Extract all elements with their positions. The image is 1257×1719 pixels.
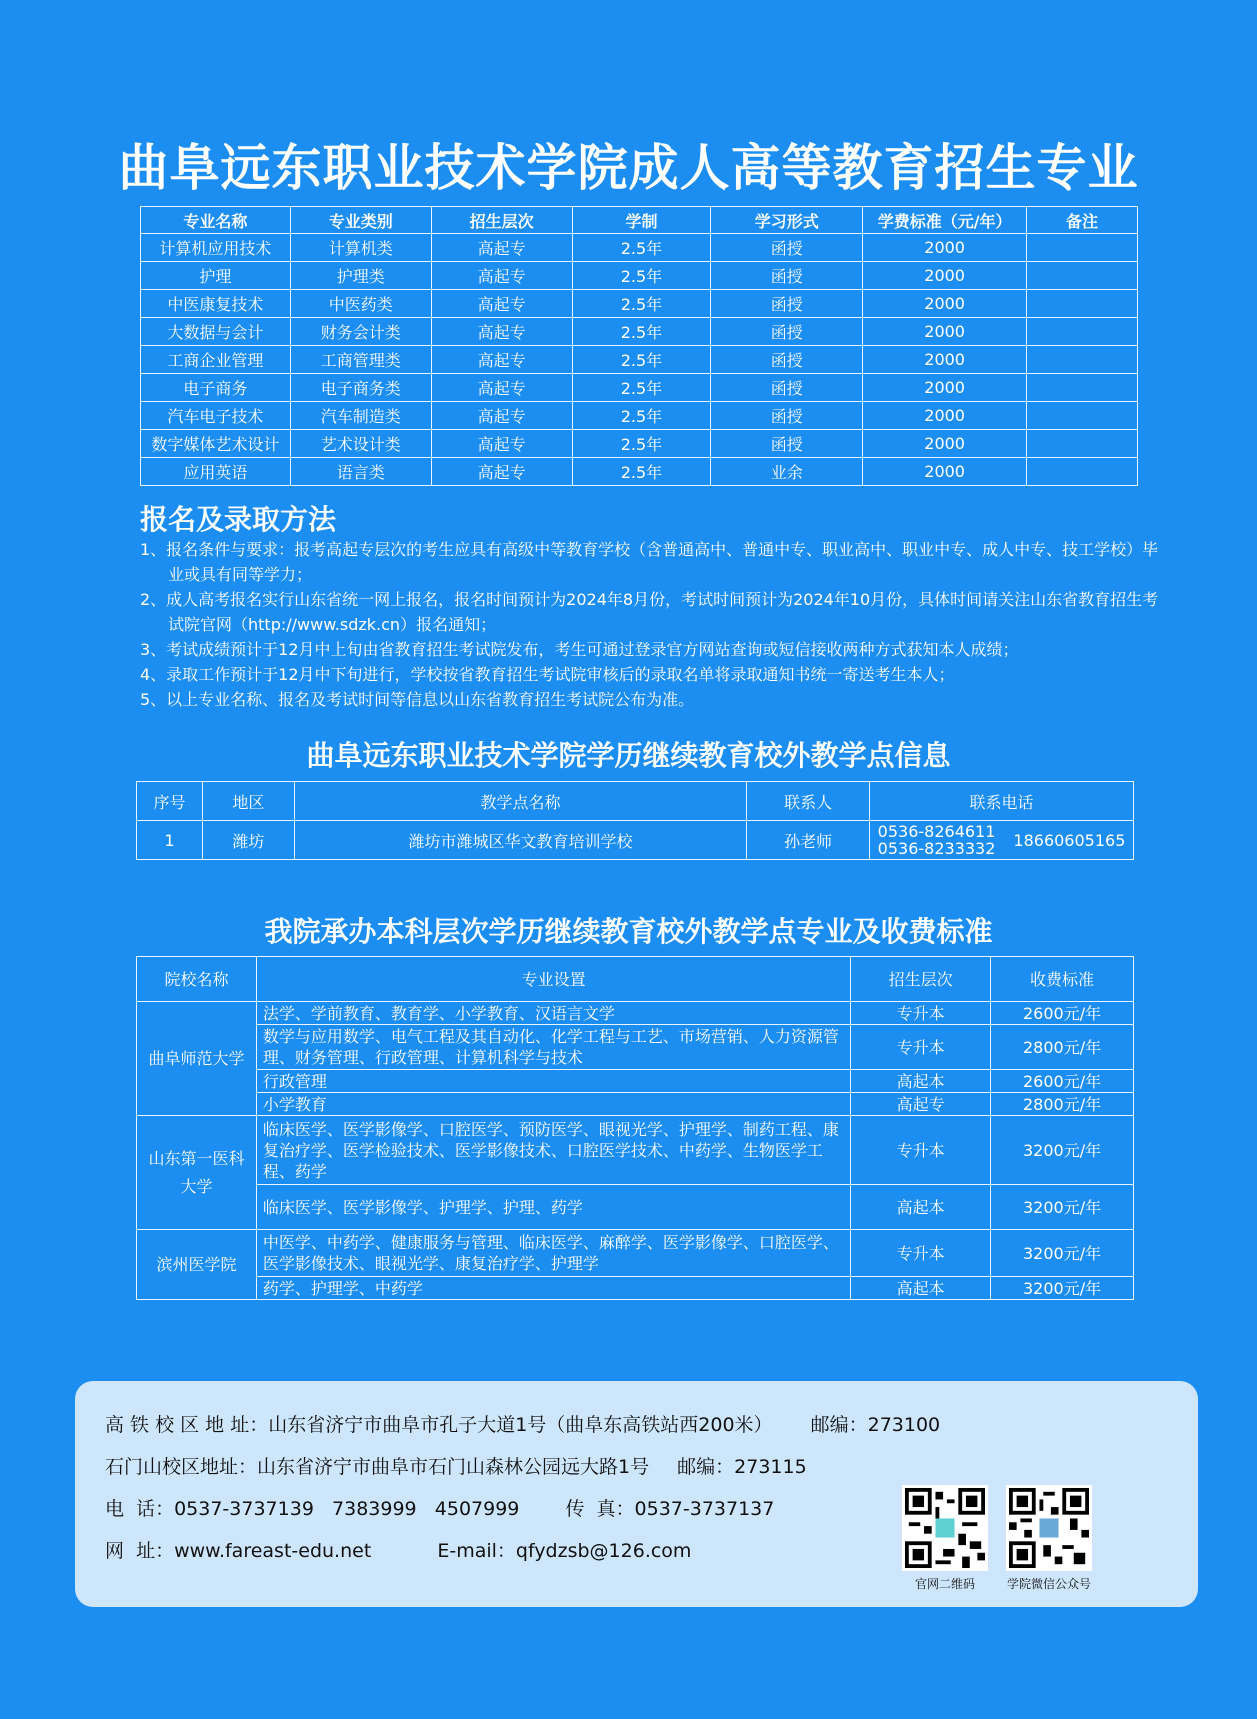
table-cell	[1027, 234, 1138, 262]
major-list: 临床医学、医学影像学、口腔医学、预防医学、眼视光学、护理学、制药工程、康复治疗学、医学检验技术、医学影像技术、口腔医学技术、中药学、生物医学工程、药学	[256, 1116, 850, 1185]
level: 高起本	[851, 1070, 991, 1093]
zip-hsr: 邮编：273100	[810, 1414, 941, 1436]
table-cell: 2.5年	[572, 458, 711, 486]
website-link[interactable]: 网 址：www.fareast-edu.net	[105, 1540, 372, 1562]
table-row	[141, 430, 1138, 458]
fee: 2600元/年	[991, 1002, 1134, 1025]
table-cell: 护理类	[290, 262, 431, 290]
list-item: 3、考试成绩预计于12月中上旬由省教育招生考试院发布，考生可通过登录官方网站查询或短信接收两种方式获知本人成绩；	[140, 640, 1019, 659]
table-row	[141, 262, 1138, 290]
table-cell: 应用英语	[141, 458, 291, 486]
table-cell: 函授	[711, 318, 863, 346]
table-cell: 2.5年	[572, 318, 711, 346]
major-list: 中医学、中药学、健康服务与管理、临床医学、麻醉学、医学影像学、口腔医学、医学影像技术、眼视光学、康复治疗学、护理学	[256, 1230, 850, 1277]
table-cell: 汽车制造类	[290, 402, 431, 430]
table-cell: 2000	[863, 318, 1027, 346]
table-cell: 高起专	[431, 458, 572, 486]
table-cell: 2.5年	[572, 234, 711, 262]
table-cell: 高起专	[431, 262, 572, 290]
table-cell	[1027, 402, 1138, 430]
major-list: 法学、学前教育、教育学、小学教育、汉语言文学	[256, 1002, 850, 1025]
table-cell: 工商企业管理	[141, 346, 291, 374]
level: 专升本	[851, 1116, 991, 1185]
web-line	[105, 1536, 691, 1563]
table-cell: 函授	[711, 234, 863, 262]
table-row	[137, 1070, 1134, 1093]
table-cell: 艺术设计类	[290, 430, 431, 458]
majors-table	[140, 206, 1138, 486]
table-cell: 中医康复技术	[141, 290, 291, 318]
table-cell: 高起专	[431, 430, 572, 458]
table-cell: 函授	[711, 290, 863, 318]
zip-shimenshan: 邮编：273115	[677, 1456, 807, 1478]
offsite-title: 曲阜远东职业技术学院学历继续教育校外教学点信息	[306, 739, 951, 772]
table-cell: 2000	[863, 430, 1027, 458]
fee: 3200元/年	[991, 1116, 1134, 1185]
level: 专升本	[851, 1230, 991, 1277]
table-cell: 业余	[711, 458, 863, 486]
bachelor-header-row	[137, 957, 1134, 1002]
table-cell: 高起专	[431, 374, 572, 402]
offsite-table	[136, 781, 1134, 860]
header-cell: 联系电话	[870, 782, 1134, 821]
qr-code-icon	[905, 1488, 985, 1568]
table-cell: 高起专	[431, 234, 572, 262]
header-cell: 学习形式	[711, 207, 863, 234]
table-cell: 函授	[711, 262, 863, 290]
major-list: 行政管理	[256, 1070, 850, 1093]
qr-code-website	[902, 1485, 988, 1571]
table-row	[141, 402, 1138, 430]
table-cell: 工商管理类	[290, 346, 431, 374]
header-cell: 招生层次	[851, 957, 991, 1002]
fee: 3200元/年	[991, 1185, 1134, 1230]
phone-1: 0536-8264611	[877, 822, 996, 841]
major-list: 临床医学、医学影像学、护理学、护理、药学	[256, 1185, 850, 1230]
level: 高起本	[851, 1277, 991, 1300]
header-cell: 收费标准	[991, 957, 1134, 1002]
table-cell: 计算机应用技术	[141, 234, 291, 262]
fee: 2600元/年	[991, 1070, 1134, 1093]
table-cell: 高起专	[431, 346, 572, 374]
table-cell: 护理	[141, 262, 291, 290]
fax-text: 传 真：0537-3737137	[565, 1498, 775, 1520]
table-cell: 高起专	[431, 290, 572, 318]
level: 高起本	[851, 1185, 991, 1230]
table-cell: 2000	[863, 402, 1027, 430]
qr-code-icon	[1009, 1488, 1089, 1568]
contact-person: 孙老师	[747, 821, 870, 860]
address-shimenshan-campus	[105, 1452, 807, 1479]
table-cell: 函授	[711, 346, 863, 374]
offsite-header-row	[137, 782, 1134, 821]
table-row	[141, 234, 1138, 262]
table-cell	[1027, 458, 1138, 486]
fee: 3200元/年	[991, 1277, 1134, 1300]
table-cell: 高起专	[431, 402, 572, 430]
table-cell: 2000	[863, 290, 1027, 318]
table-row	[141, 374, 1138, 402]
fee: 2800元/年	[991, 1025, 1134, 1070]
table-cell: 电子商务	[141, 374, 291, 402]
major-list: 数学与应用数学、电气工程及其自动化、化学工程与工艺、市场营销、人力资源管理、财务管理、行政管理、计算机科学与技术	[256, 1025, 850, 1070]
page-title: 曲阜远东职业技术学院成人高等教育招生专业	[118, 139, 1139, 197]
table-cell	[1027, 290, 1138, 318]
fee: 2800元/年	[991, 1093, 1134, 1116]
header-cell: 专业设置	[256, 957, 850, 1002]
address-shimenshan-text: 石门山校区地址：山东省济宁市曲阜市石门山森林公园远大路1号	[105, 1456, 650, 1478]
qr-caption-website: 官网二维码	[914, 1577, 975, 1591]
qr-caption-wechat: 学院微信公众号	[1006, 1577, 1091, 1591]
table-cell: 2.5年	[572, 402, 711, 430]
table-cell	[1027, 430, 1138, 458]
phone-line	[105, 1494, 774, 1521]
table-cell: 2000	[863, 346, 1027, 374]
table-cell: 2.5年	[572, 290, 711, 318]
table-row	[141, 346, 1138, 374]
major-list: 小学教育	[256, 1093, 850, 1116]
contact-panel	[75, 1381, 1198, 1607]
email-link[interactable]: E-mail：qfydzsb@126.com	[437, 1540, 692, 1562]
enrollment-list	[140, 537, 1160, 712]
header-cell: 地区	[202, 782, 294, 821]
table-cell: 2000	[863, 234, 1027, 262]
header-cell: 院校名称	[137, 957, 257, 1002]
table-row	[141, 290, 1138, 318]
table-cell	[1027, 318, 1138, 346]
table-cell: 电子商务类	[290, 374, 431, 402]
header-cell: 联系人	[747, 782, 870, 821]
list-item: 2、成人高考报名实行山东省统一网上报名，报名时间预计为2024年8月份，考试时间预计为2024年10月份，具体时间请关注山东省教育招生考试院官网（http://www.sdzk.cn）报名通知；	[140, 590, 1159, 634]
table-cell: 2.5年	[572, 346, 711, 374]
header-cell: 序号	[137, 782, 203, 821]
table-row	[137, 1230, 1134, 1277]
table-cell: 2000	[863, 458, 1027, 486]
phone-text: 电 话：0537-3737139 7383999 4507999	[105, 1498, 520, 1520]
list-item: 4、录取工作预计于12月中下旬进行，学校按省教育招生考试院审核后的录取名单将录取通知书统一寄送考生本人；	[140, 665, 955, 684]
table-row	[137, 1002, 1134, 1025]
header-cell: 教学点名称	[294, 782, 746, 821]
table-row	[137, 821, 1134, 860]
table-cell: 函授	[711, 402, 863, 430]
table-row	[141, 458, 1138, 486]
table-row	[137, 1277, 1134, 1300]
table-cell: 计算机类	[290, 234, 431, 262]
row-number: 1	[137, 821, 203, 860]
contact-phone	[870, 821, 1134, 860]
school-name: 山东第一医科大学	[137, 1116, 257, 1230]
table-cell: 大数据与会计	[141, 318, 291, 346]
table-cell: 2.5年	[572, 262, 711, 290]
address-hsr-text: 高 铁 校 区 地 址：山东省济宁市曲阜市孔子大道1号（曲阜东高铁站西200米）	[105, 1414, 773, 1436]
table-cell: 语言类	[290, 458, 431, 486]
header-cell: 招生层次	[431, 207, 572, 234]
table-row	[137, 1025, 1134, 1070]
majors-header-row	[141, 207, 1138, 234]
school-name: 曲阜师范大学	[137, 1002, 257, 1116]
level: 专升本	[851, 1025, 991, 1070]
enrollment-title: 报名及录取方法	[140, 503, 337, 536]
table-cell: 2000	[863, 374, 1027, 402]
bachelor-title: 我院承办本科层次学历继续教育校外教学点专业及收费标准	[264, 915, 993, 948]
table-cell: 高起专	[431, 318, 572, 346]
table-cell: 2.5年	[572, 374, 711, 402]
table-row	[137, 1093, 1134, 1116]
qr-code-wechat	[1006, 1485, 1092, 1571]
table-row	[137, 1185, 1134, 1230]
level: 专升本	[851, 1002, 991, 1025]
header-cell: 专业类别	[290, 207, 431, 234]
header-cell: 学费标准（元/年）	[863, 207, 1027, 234]
table-cell: 函授	[711, 430, 863, 458]
table-row	[141, 318, 1138, 346]
mobile-phone: 18660605165	[1013, 830, 1126, 850]
table-cell	[1027, 346, 1138, 374]
table-cell: 2.5年	[572, 430, 711, 458]
table-cell: 函授	[711, 374, 863, 402]
table-cell: 数字媒体艺术设计	[141, 430, 291, 458]
header-cell: 学制	[572, 207, 711, 234]
table-cell: 财务会计类	[290, 318, 431, 346]
level: 高起专	[851, 1093, 991, 1116]
table-row	[137, 1116, 1134, 1185]
site-name: 潍坊市潍城区华文教育培训学校	[294, 821, 746, 860]
region: 潍坊	[202, 821, 294, 860]
phone-2: 0536-8233332	[877, 839, 996, 858]
list-item: 1、报名条件与要求：报考高起专层次的考生应具有高级中等教育学校（含普通高中、普通中专、职业高中、职业中专、成人中专、技工学校）毕业或具有同等学力；	[140, 540, 1159, 584]
bachelor-table	[136, 956, 1134, 1300]
header-cell: 备注	[1027, 207, 1138, 234]
table-cell: 2000	[863, 262, 1027, 290]
table-cell: 中医药类	[290, 290, 431, 318]
major-list: 药学、护理学、中药学	[256, 1277, 850, 1300]
list-item: 5、以上专业名称、报名及考试时间等信息以山东省教育招生考试院公布为准。	[140, 690, 695, 709]
header-cell: 专业名称	[141, 207, 291, 234]
fee: 3200元/年	[991, 1230, 1134, 1277]
address-hsr-campus	[105, 1410, 940, 1437]
school-name: 滨州医学院	[137, 1230, 257, 1300]
table-cell: 汽车电子技术	[141, 402, 291, 430]
table-cell	[1027, 374, 1138, 402]
table-cell	[1027, 262, 1138, 290]
